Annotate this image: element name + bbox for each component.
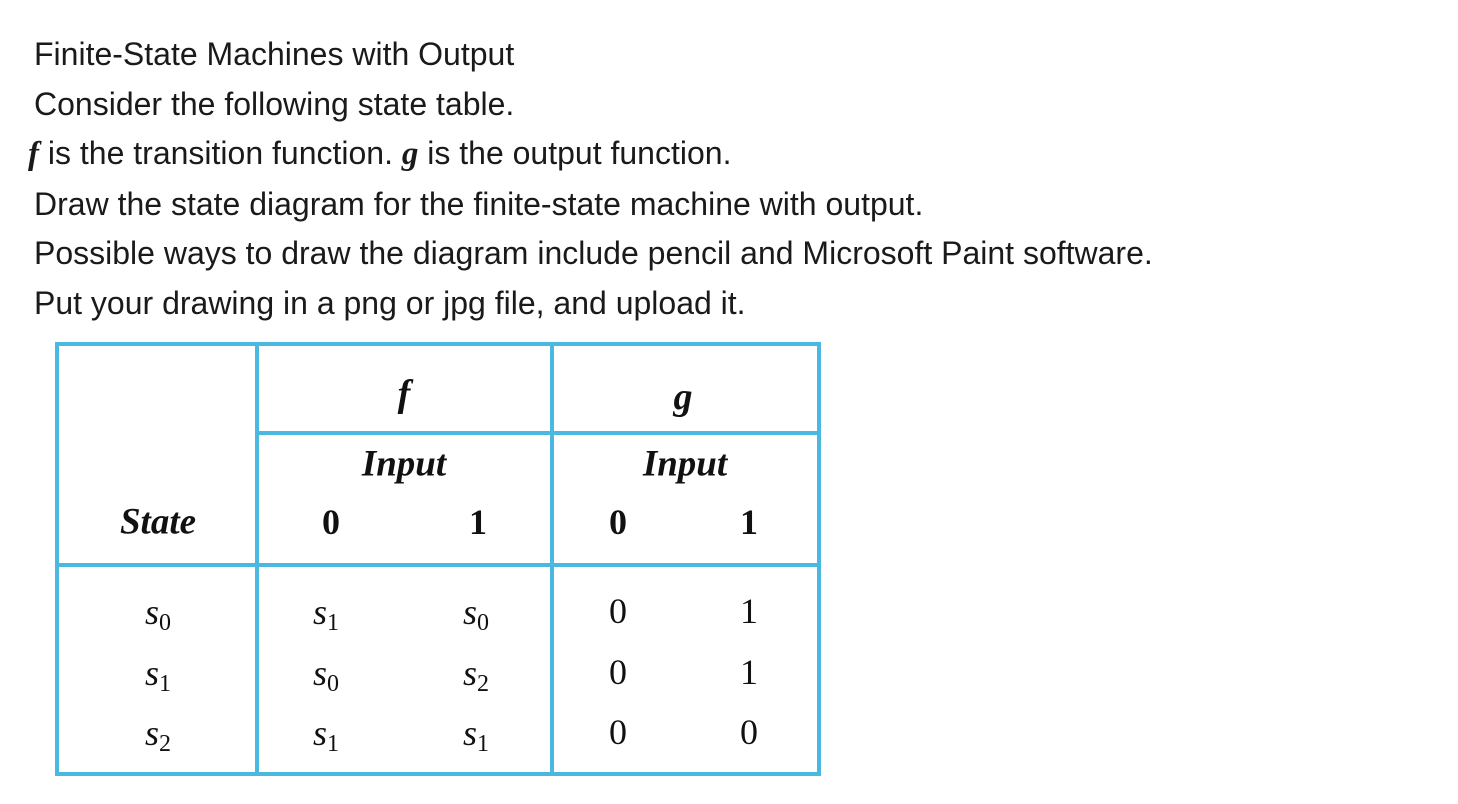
g-input-header: Input [642, 443, 728, 485]
g-header: g [673, 376, 693, 418]
row-s2-f-input-0: $s_1$ [312, 713, 340, 757]
f-symbol: f [28, 136, 39, 172]
state-header: State [119, 501, 197, 543]
f-input-header: Input [361, 443, 447, 485]
row-s1-state: $s_1$ [144, 653, 172, 697]
g-input-1-header: 1 [740, 502, 758, 542]
state-table [55, 342, 821, 776]
f-header: f [397, 373, 411, 415]
g-input-0-header: 0 [609, 502, 627, 542]
row-s2-state: $s_2$ [144, 713, 172, 757]
state-table-grid [55, 342, 821, 776]
g-description: is the output function. [418, 135, 732, 171]
tools-line: Possible ways to draw the diagram include pencil and Microsoft Paint software. [34, 235, 1153, 271]
row-s1-f-input-0: $s_0$ [312, 653, 340, 697]
row-s0-f-input-0: $s_1$ [312, 592, 340, 636]
f-input-1-header: 1 [469, 502, 487, 542]
function-definitions-line [28, 129, 1153, 180]
row-s0-g-input-0: 0 [609, 591, 627, 631]
row-s1-g-input-0: 0 [609, 652, 627, 692]
row-s0-f-input-1: $s_0$ [462, 592, 490, 636]
f-input-0-header: 0 [322, 502, 340, 542]
instructions [28, 30, 1153, 328]
row-s1-f-input-1: $s_2$ [462, 653, 490, 697]
row-s2-g-input-0: 0 [609, 712, 627, 752]
upload-line: Put your drawing in a png or jpg file, and upload it. [34, 284, 746, 321]
row-s2-g-input-1: 0 [740, 712, 758, 752]
draw-instruction-line: Draw the state diagram for the finite-state machine with output. [34, 185, 924, 222]
row-s0-state: $s_0$ [144, 592, 172, 636]
title-line: Finite-State Machines with Output [34, 36, 515, 72]
row-s2-f-input-1: $s_1$ [462, 713, 490, 757]
row-s0-g-input-1: 1 [740, 591, 758, 631]
table-outer-border [57, 344, 819, 774]
g-symbol: g [401, 136, 419, 172]
consider-line: Consider the following state table. [34, 85, 515, 122]
f-description: is the transition function. [39, 135, 402, 171]
row-s1-g-input-1: 1 [740, 652, 758, 692]
